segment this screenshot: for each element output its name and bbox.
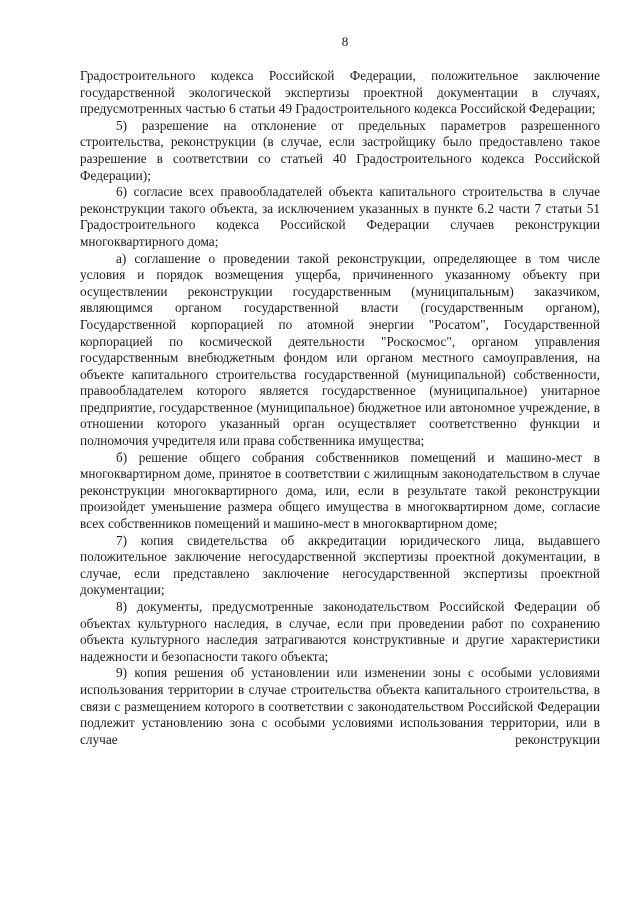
paragraph-item-9: 9) копия решения об установлении или изменении зоны с особыми условиями использования территории в случае строительства объекта капитального строительства, в связи с размещением которого в соответствии с законодательством Российской Федерации подлежит установлению зона с особыми условиями использования территории, или в случае реконструкции: [80, 665, 600, 747]
paragraph-continuation: Градостроительного кодекса Российской Федерации, положительное заключение государственной экологической экспертизы проектной документации в случаях, предусмотренных частью 6 статьи 49 Градостроительного кодекса Российской Федерации;: [80, 68, 600, 117]
paragraph-item-5: 5) разрешение на отклонение от предельных параметров разрешенного строительства, реконструкции (в случае, если застройщику было предоставлено такое разрешение в соответствии со статьей 40 Градостроительного кодекса Российской Федерации);: [80, 117, 600, 183]
paragraph-subitem-b: б) решение общего собрания собственников помещений и машино-мест в многоквартирном доме, принятое в соответствии с жилищным законодательством в случае реконструкции многоквартирного дома, или, если в результате такой реконструкции произойдет уменьшение размера общего имущества в многоквартирном доме, согласие всех собственников помещений и машино-мест в многоквартирном доме;: [80, 449, 600, 532]
paragraph-item-6: 6) согласие всех правообладателей объекта капитального строительства в случае реконструкции такого объекта, за исключением указанных в пункте 6.2 части 7 статьи 51 Градостроительного кодекса Российской Федерации случаев реконструкции многоквартирного дома;: [80, 184, 600, 249]
document-body: [80, 68, 600, 748]
paragraph-item-8: 8) документы, предусмотренные законодательством Российской Федерации об объектах культурного наследия, в случае, если при проведении работ по сохранению объекта культурного наследия затрагиваются конструктивные и другие характеристики надежности и безопасности такого объекта;: [80, 599, 600, 664]
paragraph-item-7: 7) копия свидетельства об аккредитации юридического лица, выдавшего положительное заключение негосударственной экспертизы проектной документации, в случае, если представлено заключение негосударственной экспертизы проектной документации;: [80, 532, 600, 598]
paragraph-subitem-a: а) соглашение о проведении такой реконструкции, определяющее в том числе условия и порядок возмещения ущерба, причиненного указанному объекту при осуществлении реконструкции государственным (муниципальным) заказчиком, являющимся органом государственной власти (государственным органом), Государственной корпорацией по атомной энергии "Росатом", Государственной корпорацией по космической деятельности "Роскосмос", органом управления государственным внебюджетным фондом или органом местного самоуправления, на объекте капитального строительства государственной (муниципальной) собственности, правообладателем которого является государственное (муниципальное) унитарное предприятие, государственное (муниципальное) бюджетное или автономное учреждение, в отношении которого указанный орган осуществляет соответственно функции и полномочия учредителя или права собственника имущества;: [80, 250, 600, 449]
page-number: 8: [341, 34, 349, 49]
